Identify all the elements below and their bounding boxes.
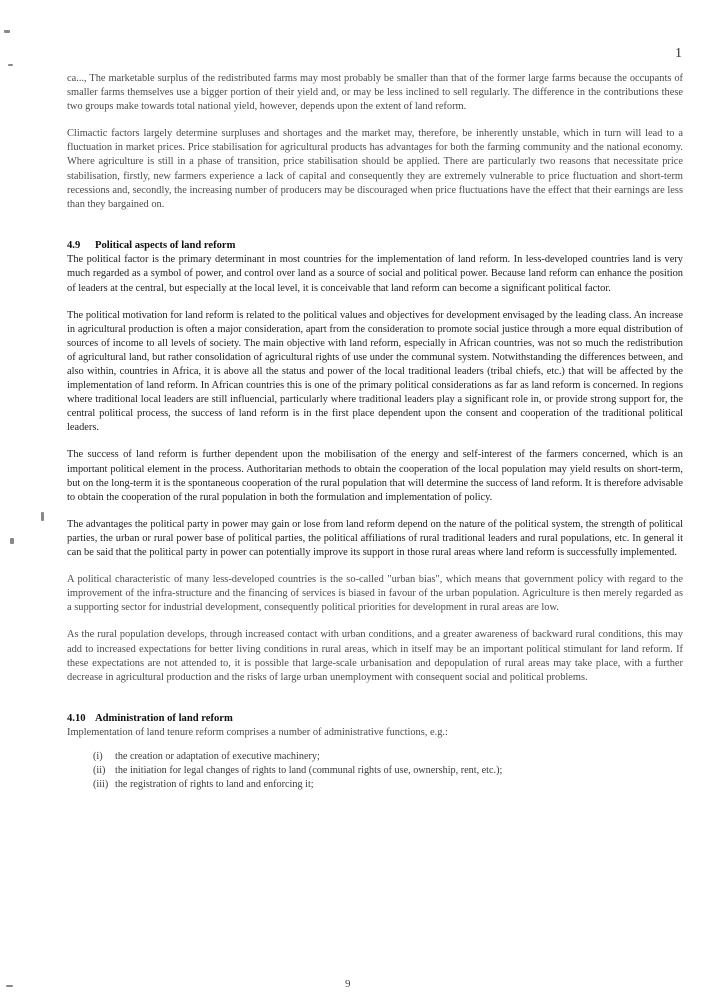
section-title: Political aspects of land reform bbox=[95, 239, 236, 251]
list-marker: (i) bbox=[93, 751, 103, 763]
paragraph: Climactic factors largely determine surpluses and shortages and the market may, therefore, be inherently unstable, which in turn will lead to a fluctuation in market prices. Price stabilisation for agricultural products has advantages for both the farming community and the national economy. Where agriculture is still in a phase of transition, price stabilisation should be applied. There are particularly two reasons that necessitate price stabilisation, firstly, new farmers experience a lack of capital and consequently they are extremely vulnerable to price fluctuation and short-term recessions and, secondly, the increasing number of producers may be discouraged when price fluctuations have the effect that their earnings are less than they bargained on. bbox=[67, 128, 683, 210]
scan-mark bbox=[4, 30, 10, 33]
paragraph: A political characteristic of many less-developed countries is the so-called "urban bias", which means that government policy with regard to the improvement of the infra-structure and the financing of services is biased in favour of the urban population. Agriculture is then merely regarded as a supporting sector for industrial development, consequently political priorities for development in rural areas are low. bbox=[67, 574, 683, 614]
paragraph: The advantages the political party in power may gain or lose from land reform depend on the nature of the political system, the strength of political parties, the urban or rural power base of political parties, the political affiliations of rural traditional leaders and rural populations, etc. In general it can be said that the political party in power can potentially improve its support in those rural areas where land reform is successfully implemented. bbox=[67, 518, 683, 559]
list-item-text: the initiation for legal changes of rights to land (communal rights of use, ownership, rent, etc.); bbox=[115, 765, 503, 777]
document-body bbox=[67, 72, 683, 792]
paragraph: The political factor is the primary determinant in most countries for the implementation of land reform. In less-developed countries land is very much regarded as a symbol of power, and control over land as a source of social and political power. Because land reform can enhance the position of leaders at the central, but especially at the local level, it is conceivable that land reform can become a significant political factor. bbox=[67, 254, 683, 294]
page-number-top: 1 bbox=[675, 46, 682, 61]
paragraph: As the rural population develops, through increased contact with urban conditions, and a greater awareness of backward rural conditions, this may add to increased expectations for better living conditions in rural areas, which in itself may be an important political stimulant for land reform. If these expectations are not attended to, it is possible that large-scale urbanisation and depopulation of rural areas may take place, with a further decrease in agricultural production and the risks of large urban unemployment with consequent social and political problems. bbox=[67, 629, 683, 683]
list-item bbox=[93, 750, 683, 764]
section-heading-4-10 bbox=[67, 712, 683, 727]
paragraph: The success of land reform is further dependent upon the mobilisation of the energy and self-interest of the farmers concerned, which is an important political element in the process. Authoritarian methods to obtain the cooperation of the local population may yield results on short-term, but on the long-term it is the spontaneous cooperation of the rural population that will determine the success of land reform. It is therefore advisable to obtain the cooperation of the rural population in both the formulation and implementation of policy. bbox=[67, 449, 683, 503]
scan-mark bbox=[41, 512, 44, 521]
section-heading-4-9 bbox=[67, 239, 683, 254]
list-item bbox=[93, 764, 683, 778]
scan-mark bbox=[6, 985, 13, 987]
scan-mark bbox=[10, 538, 14, 544]
list-item-text: the registration of rights to land and enforcing it; bbox=[115, 779, 314, 791]
paragraph: Implementation of land tenure reform comprises a number of administrative functions, e.g.: bbox=[67, 727, 448, 739]
list-marker: (iii) bbox=[93, 779, 109, 791]
page-number-bottom: 9 bbox=[345, 978, 351, 990]
list-marker: (ii) bbox=[93, 765, 106, 777]
list-item-text: the creation or adaptation of executive machinery; bbox=[115, 751, 320, 763]
paragraph: ca..., The marketable surplus of the redistributed farms may most probably be smaller than that of the former large farms because the occupants of smaller farms themselves use a bigger portion of their yield and, or may be less inclined to sell regularly. The difference in the contributions these two groups make towards total national yield, however, depends upon the extent of land reform. bbox=[67, 73, 683, 113]
paragraph: The political motivation for land reform is related to the political values and objectives for development envisaged by the leading class. An increase in agricultural production is often a major consideration, apart from the consideration to promote social justice through a more equal distribution of sources of income to all levels of society. The main objective with land reform, especially in African countries, was not so much the redistribution of agricultural land, but rather consolidation of agricultural rights of use under the communal system. Notwithstanding the differences between, and also within, countries in Africa, it is above all the status and power of the local traditional leaders (tribal chiefs, etc.) that will be affected by the implementation of land reform. In African countries this is one of the primary political considerations as far as land reform is concerned. In regions where traditional local leaders are still influencial, particularly where traditional leaders play a significant role in, or provide strong support for, the central political process, the success of land reform is in the first place dependent upon the consent and cooperation of the traditional political leaders. bbox=[67, 309, 683, 434]
scan-mark bbox=[8, 64, 13, 66]
section-title: Administration of land reform bbox=[95, 712, 233, 724]
section-number: 4.9 bbox=[67, 239, 81, 251]
section-number: 4.10 bbox=[67, 712, 86, 724]
function-list bbox=[67, 750, 683, 792]
list-item bbox=[93, 778, 683, 792]
